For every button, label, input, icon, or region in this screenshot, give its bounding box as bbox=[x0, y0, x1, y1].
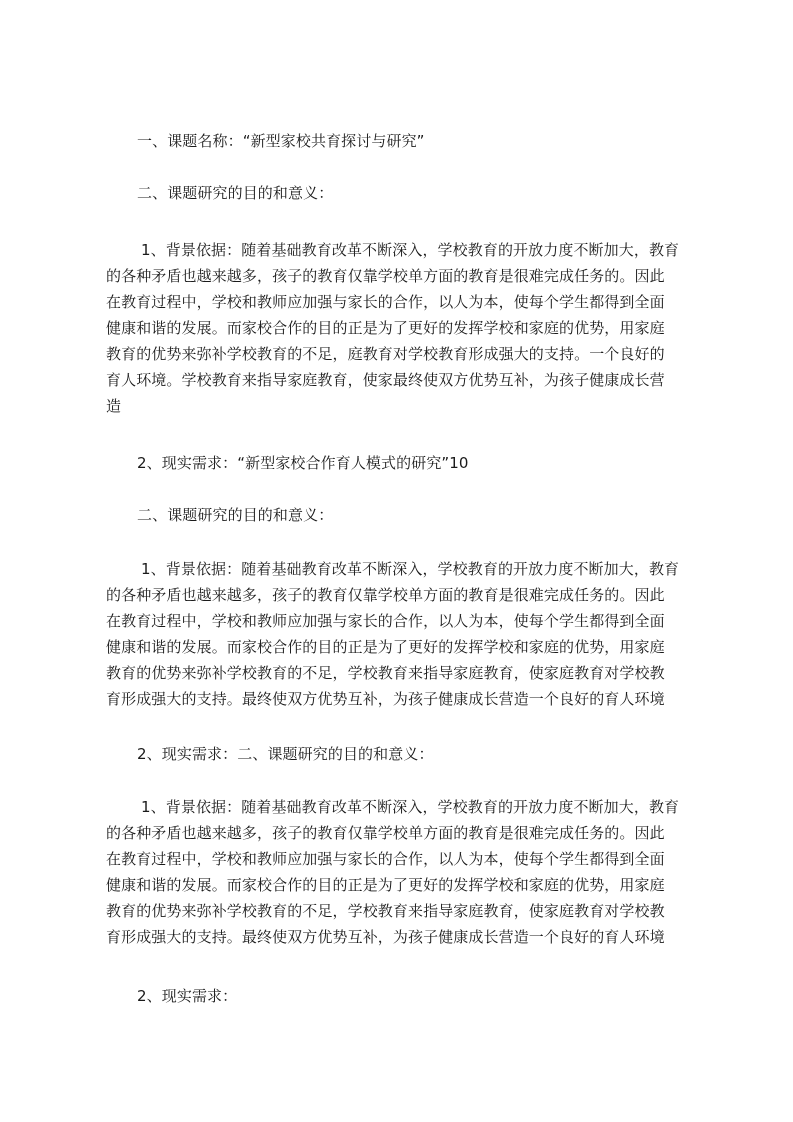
paragraph-line: 教育的优势来弥补学校教育的不足，学校教育来指导家庭教育，使家庭教育对学校教 bbox=[106, 664, 665, 682]
title-line: 一、课题名称：“新型家校共育探讨与研究” bbox=[137, 132, 425, 150]
paragraph-line: 教育的优势来弥补学校教育的不足，学校教育来指导家庭教育，使家庭教育对学校教 bbox=[106, 902, 665, 920]
need-line: 2、现实需求：“新型家校合作育人模式的研究”10 bbox=[137, 454, 469, 472]
paragraph-line: 健康和谐的发展。而家校合作的目的正是为了更好的发挥学校和家庭的优势，用家庭 bbox=[106, 876, 665, 894]
need-line: 2、现实需求： bbox=[137, 987, 238, 1005]
paragraph-line: 的各种矛盾也越来越多，孩子的教育仅靠学校单方面的教育是很难完成任务的。因此 bbox=[106, 267, 665, 285]
paragraph-line: 的各种矛盾也越来越多，孩子的教育仅靠学校单方面的教育是很难完成任务的。因此 bbox=[106, 586, 665, 604]
need-line: 2、现实需求：二、课题研究的目的和意义： bbox=[137, 745, 434, 763]
paragraph-line: 1、背景依据：随着基础教育改革不断深入，学校教育的开放力度不断加大，教育 bbox=[141, 560, 680, 578]
paragraph-line: 在教育过程中，学校和教师应加强与家长的合作，以人为本，使每个学生都得到全面 bbox=[106, 850, 665, 868]
paragraph-line: 育形成强大的支持。最终使双方优势互补，为孩子健康成长营造一个良好的育人环境 bbox=[106, 690, 665, 708]
paragraph-line: 的各种矛盾也越来越多，孩子的教育仅靠学校单方面的教育是很难完成任务的。因此 bbox=[106, 824, 665, 842]
paragraph-line: 在教育过程中，学校和教师应加强与家长的合作，以人为本，使每个学生都得到全面 bbox=[106, 293, 665, 311]
paragraph-line: 1、背景依据：随着基础教育改革不断深入，学校教育的开放力度不断加大，教育 bbox=[141, 241, 680, 259]
paragraph-line: 教育的优势来弥补学校教育的不足，庭教育对学校教育形成强大的支持。一个良好的 bbox=[106, 345, 665, 363]
paragraph-line: 健康和谐的发展。而家校合作的目的正是为了更好的发挥学校和家庭的优势，用家庭 bbox=[106, 319, 665, 337]
section-heading: 二、课题研究的目的和意义： bbox=[137, 506, 334, 524]
paragraph-line: 在教育过程中，学校和教师应加强与家长的合作，以人为本，使每个学生都得到全面 bbox=[106, 612, 665, 630]
paragraph-line: 育形成强大的支持。最终使双方优势互补，为孩子健康成长营造一个良好的育人环境 bbox=[106, 928, 665, 946]
paragraph-line: 育人环境。学校教育来指导家庭教育，使家最终使双方优势互补，为孩子健康成长营 bbox=[106, 371, 665, 389]
section-heading: 二、课题研究的目的和意义： bbox=[137, 184, 334, 202]
paragraph-line: 造 bbox=[106, 397, 122, 415]
paragraph-line: 1、背景依据：随着基础教育改革不断深入，学校教育的开放力度不断加大，教育 bbox=[141, 798, 680, 816]
paragraph-line: 健康和谐的发展。而家校合作的目的正是为了更好的发挥学校和家庭的优势，用家庭 bbox=[106, 638, 665, 656]
